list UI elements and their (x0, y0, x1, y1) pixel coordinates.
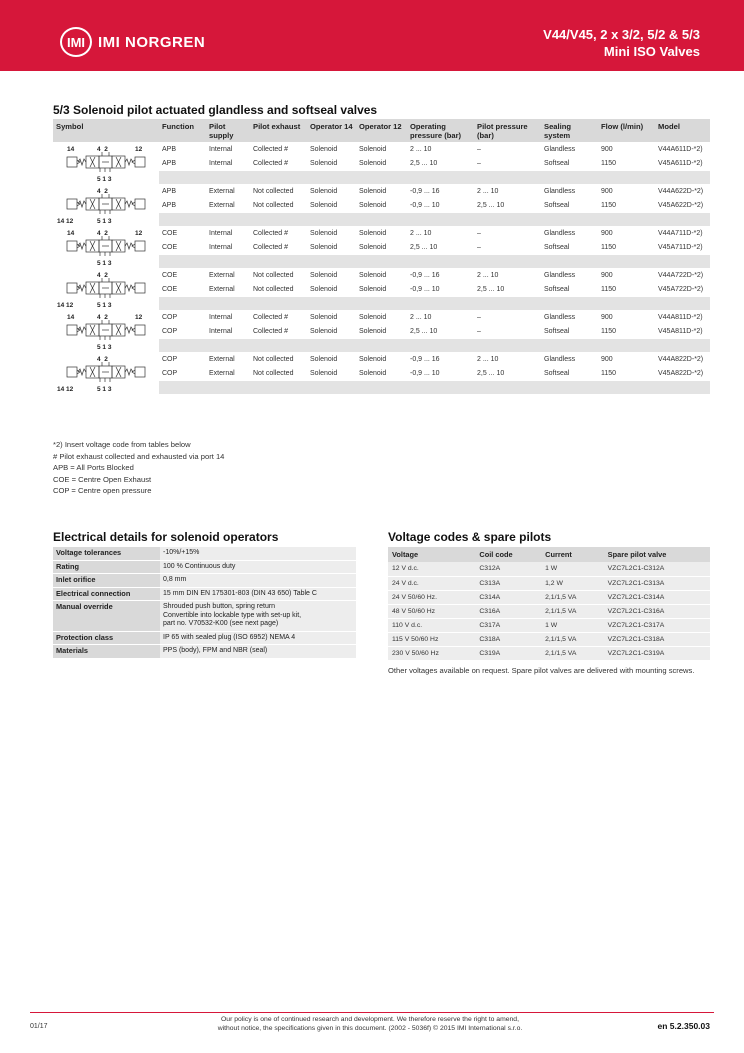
table-cell: External (209, 369, 235, 377)
footer-disclaimer (150, 1015, 590, 1033)
valves-notes (53, 439, 224, 497)
table-cell: Not collected (253, 285, 294, 293)
table-cell: Solenoid (359, 159, 387, 167)
table-cell: VZC7L2C1-C317A (604, 618, 710, 632)
table-row (53, 547, 356, 560)
table-cell: 900 (601, 229, 613, 237)
table-cell: 2,5 ... 10 (410, 327, 438, 335)
port-label: 14 (67, 230, 75, 237)
spec-value-line: PPS (body), FPM and NBR (seal) (163, 647, 268, 654)
valves-table (53, 119, 710, 394)
column-header: Operator 14 (307, 119, 356, 142)
table-cell: Softseal (544, 285, 570, 293)
spec-label: Electrical connection (53, 587, 160, 601)
valve-symbol (53, 184, 159, 226)
table-cell: Not collected (253, 369, 294, 377)
footer-divider (30, 1012, 714, 1013)
port-label: 4 2 (97, 230, 108, 237)
table-cell: Glandless (544, 187, 576, 195)
table-cell: Solenoid (359, 327, 387, 335)
valve-symbol (53, 142, 159, 184)
valve-symbol (53, 268, 159, 310)
spec-label: Protection class (53, 631, 160, 645)
table-cell: 12 V d.c. (388, 562, 475, 576)
table-cell: 24 V d.c. (388, 576, 475, 590)
table-cell: 2,5 ... 10 (410, 243, 438, 251)
table-cell: 2 ... 10 (410, 229, 432, 237)
table-cell: Not collected (253, 201, 294, 209)
spec-value (160, 574, 356, 588)
port-label: 12 (135, 314, 143, 321)
table-cell: 900 (601, 145, 613, 153)
valve-symbol (53, 226, 159, 268)
table-cell: Internal (209, 243, 233, 251)
table-cell: 24 V 50/60 Hz. (388, 590, 475, 604)
table-cell: 2 ... 10 (477, 187, 499, 195)
table-cell: V45A722D-*2) (658, 285, 704, 293)
table-row (53, 560, 356, 574)
table-cell: 2,5 ... 10 (477, 285, 505, 293)
table-cell: COP (162, 327, 178, 335)
table-cell: 900 (601, 313, 613, 321)
table-cell: Solenoid (310, 145, 338, 153)
table-cell: 2,5 ... 10 (410, 159, 438, 167)
company-logo (60, 27, 205, 57)
table-cell: External (209, 201, 235, 209)
table-cell: 2 ... 10 (477, 271, 499, 279)
table-row (53, 142, 710, 156)
table-cell: 1 W (541, 618, 604, 632)
table-cell: Solenoid (359, 187, 387, 195)
table-cell: V45A811D-*2) (658, 327, 703, 335)
port-label: 5 1 3 (97, 386, 112, 393)
table-cell: 2,5 ... 10 (477, 201, 505, 209)
logo-mark-icon: IMI (60, 27, 92, 57)
table-cell: APB (162, 187, 177, 195)
table-row (53, 268, 710, 282)
column-header: Flow (l/min) (598, 119, 655, 142)
table-row (53, 601, 356, 632)
logo-text: IMI NORGREN (98, 33, 206, 51)
spec-label: Materials (53, 645, 160, 659)
table-cell: Not collected (253, 187, 294, 195)
spec-value-line: 0,8 mm (163, 576, 187, 583)
column-header: Pilot pressure (bar) (474, 119, 541, 142)
symbol-cell (53, 268, 159, 310)
table-cell: COP (162, 355, 178, 363)
table-row (388, 632, 710, 646)
table-cell: C317A (475, 618, 541, 632)
table-cell: VZC7L2C1-C318A (604, 632, 710, 646)
table-cell: -0,9 ... 16 (410, 187, 440, 195)
table-cell: 2 ... 10 (410, 145, 432, 153)
table-cell: Solenoid (359, 369, 387, 377)
page-header (0, 0, 744, 71)
table-cell: Solenoid (310, 285, 338, 293)
spec-value-line: IP 65 with sealed plug (ISO 6952) NEMA 4 (163, 633, 296, 641)
table-cell: -0,9 ... 10 (410, 369, 440, 377)
footer-date: 01/17 (30, 1023, 48, 1030)
footer-disclaimer-line-1: Our policy is one of continued research and development. We therefore reserve the right to amend, (221, 1016, 519, 1023)
table-cell: Not collected (253, 355, 294, 363)
spec-value (160, 601, 356, 632)
table-cell: C319A (475, 646, 541, 660)
table-cell: COP (162, 313, 178, 321)
table-cell: V44A611D-*2) (658, 145, 703, 153)
table-row (53, 310, 710, 324)
table-cell: Solenoid (359, 285, 387, 293)
table-cell: COE (162, 271, 178, 279)
table-row (53, 226, 710, 240)
table-cell: V44A711D-*2) (658, 229, 703, 237)
table-row (388, 562, 710, 576)
port-label: 5 1 3 (97, 176, 112, 183)
table-cell: Collected # (253, 243, 289, 251)
spec-value (160, 645, 356, 659)
spec-value-line: part no. V70532-K00 (see next page) (163, 620, 279, 627)
spacer-cell (159, 213, 710, 226)
column-header: Model (655, 119, 710, 142)
table-cell: Collected # (253, 145, 289, 153)
valve-symbol-icon (53, 352, 159, 394)
valve-symbol-icon (53, 268, 159, 310)
table-cell: 2 ... 10 (477, 355, 499, 363)
table-cell: Collected # (253, 327, 289, 335)
table-cell: Softseal (544, 201, 570, 209)
voltage-table-header (388, 547, 710, 562)
table-cell: V44A622D-*2) (658, 187, 704, 195)
table-cell: -0,9 ... 10 (410, 201, 440, 209)
table-cell: Internal (209, 327, 233, 335)
port-label: 4 2 (97, 356, 108, 363)
table-cell: C312A (475, 562, 541, 576)
table-cell: 1,2 W (541, 576, 604, 590)
table-cell: Not collected (253, 271, 294, 279)
table-cell: 1150 (601, 243, 617, 251)
table-row (53, 574, 356, 588)
table-cell: COP (162, 369, 178, 377)
column-header: Function (159, 119, 206, 142)
table-cell: Internal (209, 229, 233, 237)
table-cell: VZC7L2C1-C314A (604, 590, 710, 604)
table-cell: Solenoid (310, 201, 338, 209)
table-cell: V45A611D-*2) (658, 159, 703, 167)
table-cell: Glandless (544, 271, 576, 279)
table-cell: 2 ... 10 (410, 313, 432, 321)
table-cell: V45A622D-*2) (658, 201, 704, 209)
table-cell: 2,1/1,5 VA (541, 632, 604, 646)
table-cell: Solenoid (359, 355, 387, 363)
symbol-cell (53, 352, 159, 394)
port-label: 14 12 (57, 302, 74, 309)
valve-symbol (53, 352, 159, 394)
column-header: Voltage (388, 547, 475, 562)
table-cell: Solenoid (359, 271, 387, 279)
table-cell: Glandless (544, 313, 576, 321)
table-cell: Softseal (544, 369, 570, 377)
column-header: Operating pressure (bar) (407, 119, 474, 142)
table-cell: C313A (475, 576, 541, 590)
note-line: # Pilot exhaust collected and exhausted via port 14 (53, 451, 225, 461)
table-cell: – (477, 313, 481, 321)
table-cell: 110 V d.c. (388, 618, 475, 632)
port-label: 5 1 3 (97, 260, 112, 267)
table-cell: V44A822D-*2) (658, 355, 704, 363)
port-label: 4 2 (97, 188, 108, 195)
port-label: 14 12 (57, 386, 74, 393)
table-cell: Softseal (544, 327, 570, 335)
valve-symbol (53, 310, 159, 352)
table-cell: Solenoid (310, 159, 338, 167)
table-cell: COE (162, 285, 178, 293)
spacer-cell (159, 171, 710, 184)
spacer-cell (159, 339, 710, 352)
table-cell: C316A (475, 604, 541, 618)
table-cell: 1150 (601, 159, 617, 167)
note-line: *2) Insert voltage code from tables below (53, 440, 191, 449)
table-cell: Solenoid (359, 229, 387, 237)
document-title (543, 26, 700, 60)
table-cell: 1150 (601, 201, 617, 209)
table-cell: Collected # (253, 229, 289, 237)
table-row (388, 576, 710, 590)
spec-label: Rating (53, 560, 160, 574)
table-cell: External (209, 187, 235, 195)
table-cell: Solenoid (359, 243, 387, 251)
table-cell: Solenoid (310, 229, 338, 237)
spec-value (160, 560, 356, 574)
table-cell: Solenoid (310, 243, 338, 251)
column-header: Operator 12 (356, 119, 407, 142)
table-cell: V45A822D-*2) (658, 369, 704, 377)
table-cell: – (477, 243, 481, 251)
table-cell: 900 (601, 187, 613, 195)
table-cell: COE (162, 243, 178, 251)
table-cell: Solenoid (310, 271, 338, 279)
table-cell: Solenoid (310, 369, 338, 377)
spacer-cell (159, 297, 710, 310)
port-label: 12 (135, 230, 143, 237)
table-row (388, 646, 710, 660)
column-header: Coil code (475, 547, 541, 562)
table-cell: 2,1/1,5 VA (541, 604, 604, 618)
port-label: 12 (135, 146, 143, 153)
table-cell: Internal (209, 145, 233, 153)
footer-doc-number: en 5.2.350.03 (657, 1021, 710, 1031)
table-row (53, 631, 356, 645)
table-cell: Softseal (544, 243, 570, 251)
spec-label: Voltage tolerances (53, 547, 160, 560)
table-cell: APB (162, 201, 177, 209)
table-cell: APB (162, 145, 177, 153)
valve-symbol-icon (53, 184, 159, 226)
spec-value (160, 631, 356, 645)
table-row (388, 590, 710, 604)
table-cell: VZC7L2C1-C312A (604, 562, 710, 576)
valve-symbol-icon (53, 142, 159, 184)
table-cell: VZC7L2C1-C313A (604, 576, 710, 590)
valves-heading: 5/3 Solenoid pilot actuated glandless and softseal valves (53, 103, 378, 117)
table-cell: VZC7L2C1-C316A (604, 604, 710, 618)
table-cell: Glandless (544, 145, 576, 153)
table-cell: 2,5 ... 10 (477, 369, 505, 377)
table-cell: 2,1/1,5 VA (541, 590, 604, 604)
table-cell: Solenoid (359, 313, 387, 321)
table-cell: -0,9 ... 10 (410, 285, 440, 293)
note-line: APB = All Ports Blocked (53, 463, 134, 472)
title-line-2: Mini ISO Valves (603, 44, 700, 59)
spec-value-line: -10%/+15% (163, 549, 200, 556)
table-cell: 900 (601, 271, 613, 279)
table-cell: -0,9 ... 16 (410, 271, 440, 279)
port-label: 14 12 (57, 218, 74, 225)
table-cell: V45A711D-*2) (658, 243, 703, 251)
symbol-cell (53, 142, 159, 184)
table-cell: External (209, 271, 235, 279)
column-header: Spare pilot valve (604, 547, 710, 562)
table-cell: Glandless (544, 355, 576, 363)
valve-symbol-icon (53, 310, 159, 352)
note-line: COP = Centre open pressure (53, 486, 152, 495)
table-cell: Solenoid (310, 355, 338, 363)
voltage-table (388, 547, 710, 661)
footer-disclaimer-line-2: without notice, the specifications given in this document. (2002 - 5036f) © 2015 IMI International s.r.o. (217, 1025, 523, 1032)
table-cell: Solenoid (310, 313, 338, 321)
note-line: COE = Centre Open Exhaust (53, 474, 152, 484)
column-header: Symbol (53, 119, 159, 142)
table-row (388, 618, 710, 632)
table-cell: 115 V 50/60 Hz (388, 632, 475, 646)
spec-value-line: 15 mm DIN EN 175301-803 (DIN 43 650) Table C (163, 589, 317, 597)
table-cell: Glandless (544, 229, 576, 237)
port-label: 4 2 (97, 314, 108, 321)
table-cell: 1150 (601, 327, 617, 335)
spec-value-line: Convertible into lockable type with set-up kit, (163, 611, 302, 619)
spec-value-line: 100 % Continuous duty (163, 562, 236, 570)
spec-value (160, 547, 356, 560)
table-row (388, 604, 710, 618)
table-cell: Internal (209, 159, 233, 167)
table-cell: COE (162, 229, 178, 237)
spacer-cell (159, 381, 710, 394)
table-cell: APB (162, 159, 177, 167)
title-line-1: V44/V45, 2 x 3/2, 5/2 & 5/3 (543, 27, 700, 42)
table-cell: 2,1/1,5 VA (541, 646, 604, 660)
table-cell: VZC7L2C1-C319A (604, 646, 710, 660)
table-cell: – (477, 159, 481, 167)
electrical-heading: Electrical details for solenoid operators (53, 530, 279, 544)
voltage-heading: Voltage codes & spare pilots (388, 530, 552, 544)
table-cell: 1 W (541, 562, 604, 576)
column-header: Pilot exhaust (250, 119, 307, 142)
symbol-cell (53, 184, 159, 226)
table-cell: – (477, 229, 481, 237)
table-cell: Internal (209, 313, 233, 321)
symbol-cell (53, 226, 159, 268)
table-cell: C318A (475, 632, 541, 646)
table-row (53, 587, 356, 601)
table-cell: -0,9 ... 16 (410, 355, 440, 363)
table-row (53, 184, 710, 198)
port-label: 5 1 3 (97, 218, 112, 225)
port-label: 14 (67, 314, 75, 321)
valves-table-header (53, 119, 710, 142)
table-cell: Collected # (253, 313, 289, 321)
table-cell: V44A811D-*2) (658, 313, 703, 321)
table-cell: Solenoid (310, 327, 338, 335)
table-cell: External (209, 285, 235, 293)
table-cell: – (477, 145, 481, 153)
port-label: 4 2 (97, 272, 108, 279)
table-cell: V44A722D-*2) (658, 271, 704, 279)
port-label: 14 (67, 146, 75, 153)
spec-value (160, 587, 356, 601)
table-cell: Collected # (253, 159, 289, 167)
spacer-cell (159, 255, 710, 268)
spec-label: Manual override (53, 601, 160, 632)
table-cell: Softseal (544, 159, 570, 167)
column-header: Current (541, 547, 604, 562)
symbol-cell (53, 310, 159, 352)
table-cell: 48 V 50/60 Hz (388, 604, 475, 618)
table-cell: – (477, 327, 481, 335)
table-cell: C314A (475, 590, 541, 604)
table-cell: 900 (601, 355, 613, 363)
table-cell: Solenoid (359, 145, 387, 153)
table-cell: 230 V 50/60 Hz (388, 646, 475, 660)
table-row (53, 645, 356, 659)
table-cell: 1150 (601, 369, 617, 377)
table-cell: Solenoid (310, 187, 338, 195)
voltage-note: Other voltages available on request. Spare pilot valves are delivered with mounting screws. (388, 666, 695, 675)
table-cell: 1150 (601, 285, 617, 293)
column-header: Sealing system (541, 119, 598, 142)
spec-label: Inlet orifice (53, 574, 160, 588)
table-row (53, 352, 710, 366)
spec-value-line: Shrouded push button, spring return (163, 603, 276, 610)
valve-symbol-icon (53, 226, 159, 268)
table-cell: External (209, 355, 235, 363)
electrical-table (53, 547, 356, 659)
port-label: 5 1 3 (97, 302, 112, 309)
column-header: Pilot supply (206, 119, 250, 142)
port-label: 5 1 3 (97, 344, 112, 351)
port-label: 4 2 (97, 146, 108, 153)
table-cell: Solenoid (359, 201, 387, 209)
